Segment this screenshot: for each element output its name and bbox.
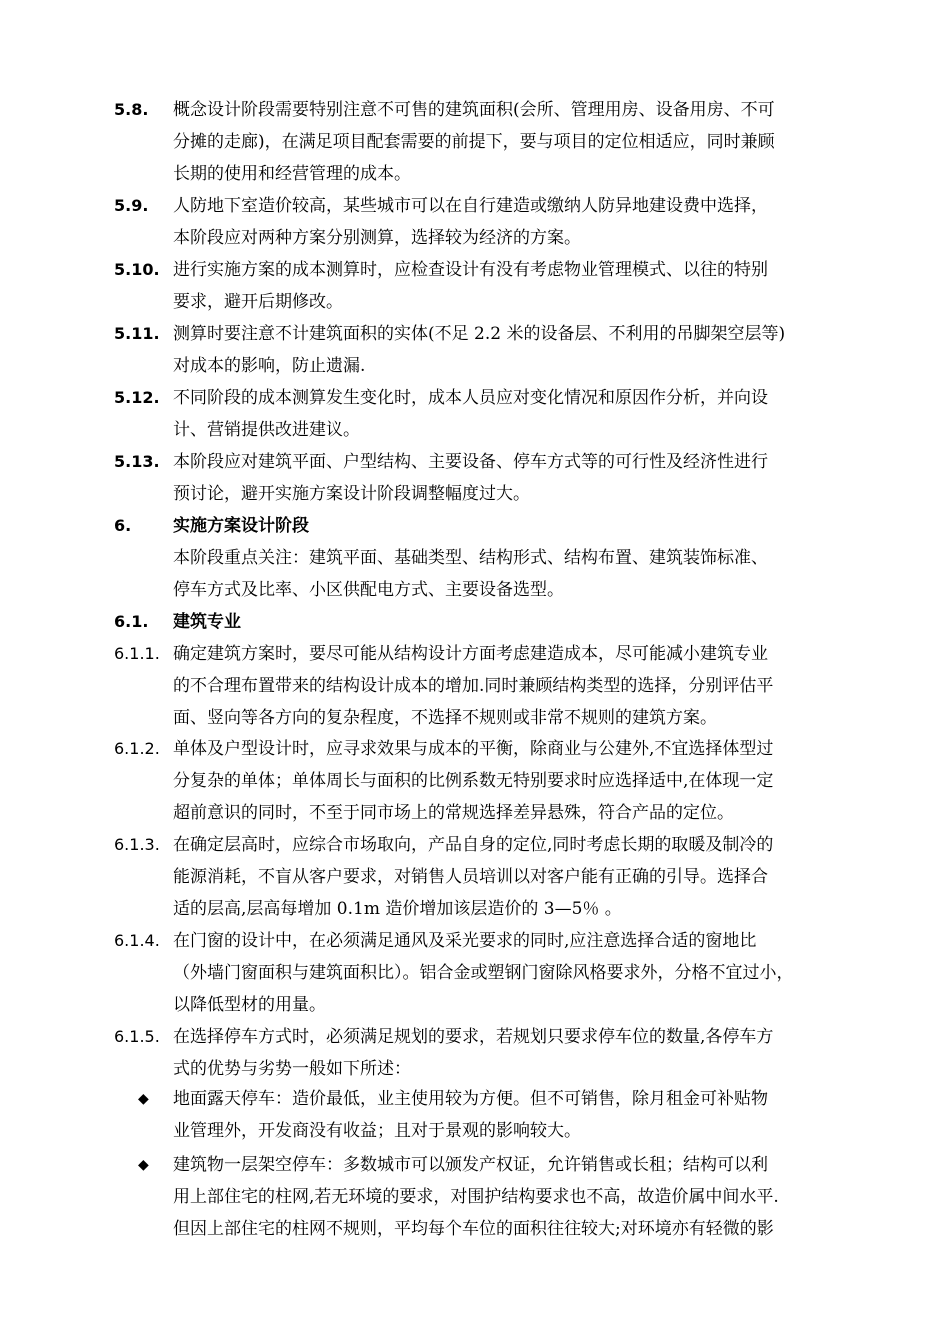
section-number: 5.10. — [114, 260, 160, 279]
section-line: 在确定层高时，应综合市场取向，产品自身的定位,同时考虑长期的取暖及制冷的 — [173, 835, 774, 855]
section-line: 本阶段重点关注：建筑平面、基础类型、结构形式、结构布置、建筑装饰标准、 — [173, 548, 768, 568]
section-6-1-2 — [114, 733, 864, 829]
bullet-item-ground-parking — [138, 1083, 864, 1147]
section-6-1-heading — [114, 606, 864, 638]
section-number: 6.1.5. — [114, 1027, 160, 1046]
section-number: 5.13. — [114, 452, 160, 471]
section-line: 不同阶段的成本测算发生变化时，成本人员应对变化情况和原因作分析，并向设 — [173, 388, 768, 408]
bullet-line: 用上部住宅的柱网,若无环境的要求，对围护结构要求也不高，故造价属中间水平. — [173, 1187, 779, 1207]
section-5-9 — [114, 190, 864, 254]
section-number: 6. — [114, 516, 132, 535]
section-line: 适的层高,层高每增加 0.1m 造价增加该层造价的 3—5％ 。 — [173, 899, 622, 919]
section-line: 的不合理布置带来的结构设计成本的增加.同时兼顾结构类型的选择，分别评估平 — [173, 676, 774, 696]
section-title: 实施方案设计阶段 — [173, 516, 309, 536]
section-line: 超前意识的同时，不至于同市场上的常规选择差异悬殊，符合产品的定位。 — [173, 803, 734, 823]
section-number: 6.1.1. — [114, 644, 160, 663]
section-line: 计、营销提供改进建议。 — [173, 420, 360, 440]
section-line: 分复杂的单体；单体周长与面积的比例系数无特别要求时应选择适中,在体现一定 — [173, 771, 774, 791]
section-number: 6.1.2. — [114, 739, 160, 758]
section-line: 本阶段应对建筑平面、户型结构、主要设备、停车方式等的可行性及经济性进行 — [173, 452, 768, 472]
section-5-10 — [114, 254, 864, 318]
diamond-bullet-icon: ◆ — [138, 1157, 149, 1173]
section-line: 人防地下室造价较高，某些城市可以在自行建造或缴纳人防异地建设费中选择， — [173, 196, 768, 216]
section-line: 本阶段应对两种方案分别测算，选择较为经济的方案。 — [173, 228, 581, 248]
bullet-line: 但因上部住宅的柱网不规则，平均每个车位的面积往往较大;对环境亦有轻微的影 — [173, 1219, 774, 1239]
section-line: 要求，避开后期修改。 — [173, 292, 343, 312]
section-line: （外墙门窗面积与建筑面积比）。铝合金或塑钢门窗除风格要求外，分格不宜过小， — [173, 963, 794, 983]
diamond-bullet-icon: ◆ — [138, 1091, 149, 1107]
bullet-line: 地面露天停车：造价最低，业主使用较为方便。但不可销售，除月租金可补贴物 — [173, 1089, 768, 1109]
section-number: 5.8. — [114, 100, 149, 119]
section-5-12 — [114, 382, 864, 446]
bullet-line: 业管理外，开发商没有收益；且对于景观的影响较大。 — [173, 1121, 581, 1141]
section-line: 在选择停车方式时，必须满足规划的要求，若规划只要求停车位的数量,各停车方 — [173, 1027, 774, 1047]
section-line: 式的优势与劣势一般如下所述： — [173, 1059, 411, 1079]
section-line: 面、竖向等各方向的复杂程度，不选择不规则或非常不规则的建筑方案。 — [173, 708, 717, 728]
section-6-heading — [114, 510, 864, 542]
bullet-item-elevated-parking — [138, 1149, 864, 1245]
section-6-1-3 — [114, 829, 864, 925]
section-line: 长期的使用和经营管理的成本。 — [173, 164, 411, 184]
section-line: 分摊的走廊)，在满足项目配套需要的前提下，要与项目的定位相适应，同时兼顾 — [173, 132, 775, 152]
section-line: 在门窗的设计中，在必须满足通风及采光要求的同时,应注意选择合适的窗地比 — [173, 931, 757, 951]
section-line: 确定建筑方案时，要尽可能从结构设计方面考虑建造成本，尽可能减小建筑专业 — [173, 644, 768, 664]
section-5-8 — [114, 94, 864, 190]
section-line: 概念设计阶段需要特别注意不可售的建筑面积(会所、管理用房、设备用房、不可 — [173, 100, 775, 120]
section-line: 进行实施方案的成本测算时，应检查设计有没有考虑物业管理模式、以往的特别 — [173, 260, 768, 280]
section-line: 单体及户型设计时，应寻求效果与成本的平衡，除商业与公建外,不宜选择体型过 — [173, 739, 774, 759]
section-6-1-4 — [114, 925, 864, 1021]
section-6-1-5 — [114, 1021, 864, 1085]
section-number: 6.1. — [114, 612, 149, 631]
section-number: 6.1.3. — [114, 835, 160, 854]
section-6-intro — [114, 542, 864, 606]
bullet-line: 建筑物一层架空停车：多数城市可以颁发产权证，允许销售或长租；结构可以利 — [173, 1155, 768, 1175]
section-line: 测算时要注意不计建筑面积的实体(不足 2.2 米的设备层、不利用的吊脚架空层等) — [173, 324, 786, 344]
section-number: 5.9. — [114, 196, 149, 215]
section-5-11 — [114, 318, 864, 382]
section-number: 5.11. — [114, 324, 160, 343]
section-line: 停车方式及比率、小区供配电方式、主要设备选型。 — [173, 580, 564, 600]
section-number: 5.12. — [114, 388, 160, 407]
section-title: 建筑专业 — [173, 612, 241, 632]
section-number: 6.1.4. — [114, 931, 160, 950]
section-line: 预讨论，避开实施方案设计阶段调整幅度过大。 — [173, 484, 530, 504]
section-line: 能源消耗，不盲从客户要求，对销售人员培训以对客户能有正确的引导。选择合 — [173, 867, 768, 887]
section-line: 以降低型材的用量。 — [173, 995, 326, 1015]
section-line: 对成本的影响，防止遗漏. — [173, 356, 366, 376]
section-6-1-1 — [114, 638, 864, 734]
section-5-13 — [114, 446, 864, 510]
